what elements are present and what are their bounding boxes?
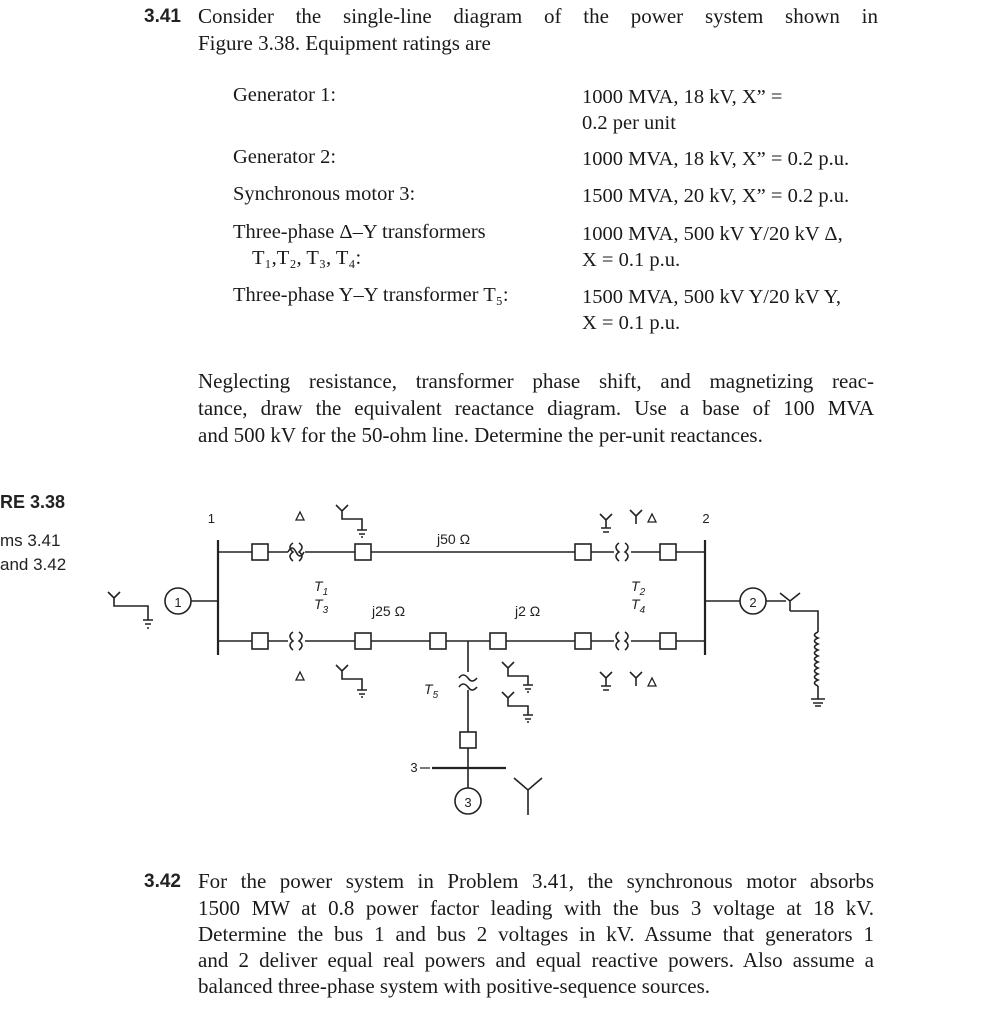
label-t2: $T_2$ [631,578,646,598]
generator-1-label: 1 [174,595,182,610]
problem-3-42-line-5: balanced three-phase system with positive-sequence sources. [198,974,710,998]
instruction-line-2: tance, draw the equivalent reactance diagram. Use a base of 100 MVA [198,396,874,420]
label-t4: $T_4$ [631,596,646,616]
problem-number-3-41: 3.41 [144,6,181,27]
synchronous-motor-3 [455,768,542,815]
bus-3-label: 3 [410,760,418,775]
rating-value-delta-y-transformers-line-2: X = 0.1 p.u. [582,249,681,271]
label-t1: $T_1$ [314,578,329,598]
label-t3: $T_3$ [314,596,329,616]
transformer-t1-branch [218,505,575,561]
transformer-t3-branch [218,632,575,697]
rating-value-synchronous-motor-3: 1500 MVA, 20 kV, X” = 0.2 p.u. [582,185,850,207]
instruction-line-1: Neglecting resistance, transformer phase shift, and magnetizing reac- [198,369,874,393]
bus-3 [410,760,506,775]
figure-caption-line-2: and 3.42 [0,555,67,574]
problem-3-42-line-2: 1500 MW at 0.8 power factor leading with the bus 3 voltage at 18 kV. [198,896,874,920]
problem-3-41-intro-line-1: Consider the single-line diagram of the power system shown in [198,4,878,28]
motor-3-label: 3 [464,795,472,810]
rating-label-delta-y-transformers: Three-phase Δ–Y transformers [233,221,486,243]
rating-value-y-y-transformer-t5-line-2: X = 0.1 p.u. [582,312,681,334]
line-left-impedance: j25 Ω [372,603,406,619]
line-right-impedance: j2 Ω [515,603,541,619]
instruction-line-3: and 500 kV for the 50-ohm line. Determine the per-unit reactances. [198,423,763,447]
problem-3-42-line-1: For the power system in Problem 3.41, the synchronous motor absorbs [198,869,874,893]
rating-label-generator-1: Generator 1: [233,84,337,106]
generator-2-label: 2 [749,595,757,610]
bus-2 [702,511,709,655]
figure-caption-line-1: ms 3.41 [0,531,61,550]
transformer-t5-branch [459,641,533,768]
figure-caption-title: RE 3.38 [0,492,66,512]
rating-value-delta-y-transformers-line-1: 1000 MVA, 500 kV Y/20 kV Δ, [582,223,843,245]
rating-label-y-y-transformer-t5: Three-phase Y–Y transformer T₅: [233,284,509,306]
rating-label-delta-y-transformers-list: T₁,T₂, T₃, T₄: [252,247,362,269]
rating-label-generator-2: Generator 2: [233,146,337,168]
rating-value-y-y-transformer-t5-line-1: 1500 MVA, 500 kV Y/20 kV Y, [582,286,841,308]
generator-2 [705,588,825,706]
problem-number-3-42: 3.42 [144,871,181,892]
rating-label-synchronous-motor-3: Synchronous motor 3: [233,183,416,205]
problem-3-42-line-4: and 2 deliver equal real powers and equal reactive powers. Also assume a [198,948,874,972]
problem-3-41-intro-line-2: Figure 3.38. Equipment ratings are [198,31,491,55]
bus-1 [208,511,218,655]
transformer-t2-branch [575,510,705,561]
bus-2-label: 2 [702,511,710,526]
generator-1-grounding-symbol [108,592,153,628]
line-top-impedance: j50 Ω [437,531,471,547]
rating-value-generator-2: 1000 MVA, 18 kV, X” = 0.2 p.u. [582,148,850,170]
generator-1 [165,588,218,614]
rating-value-generator-1-line-1: 1000 MVA, 18 kV, X” = [582,86,783,108]
transformer-t4-branch [575,632,705,690]
bus-1-label: 1 [207,511,215,526]
label-t5: $T_5$ [424,681,439,701]
problem-3-42-line-3: Determine the bus 1 and bus 2 voltages in kV. Assume that generators 1 [198,922,874,946]
rating-value-generator-1-line-2: 0.2 per unit [582,112,676,134]
